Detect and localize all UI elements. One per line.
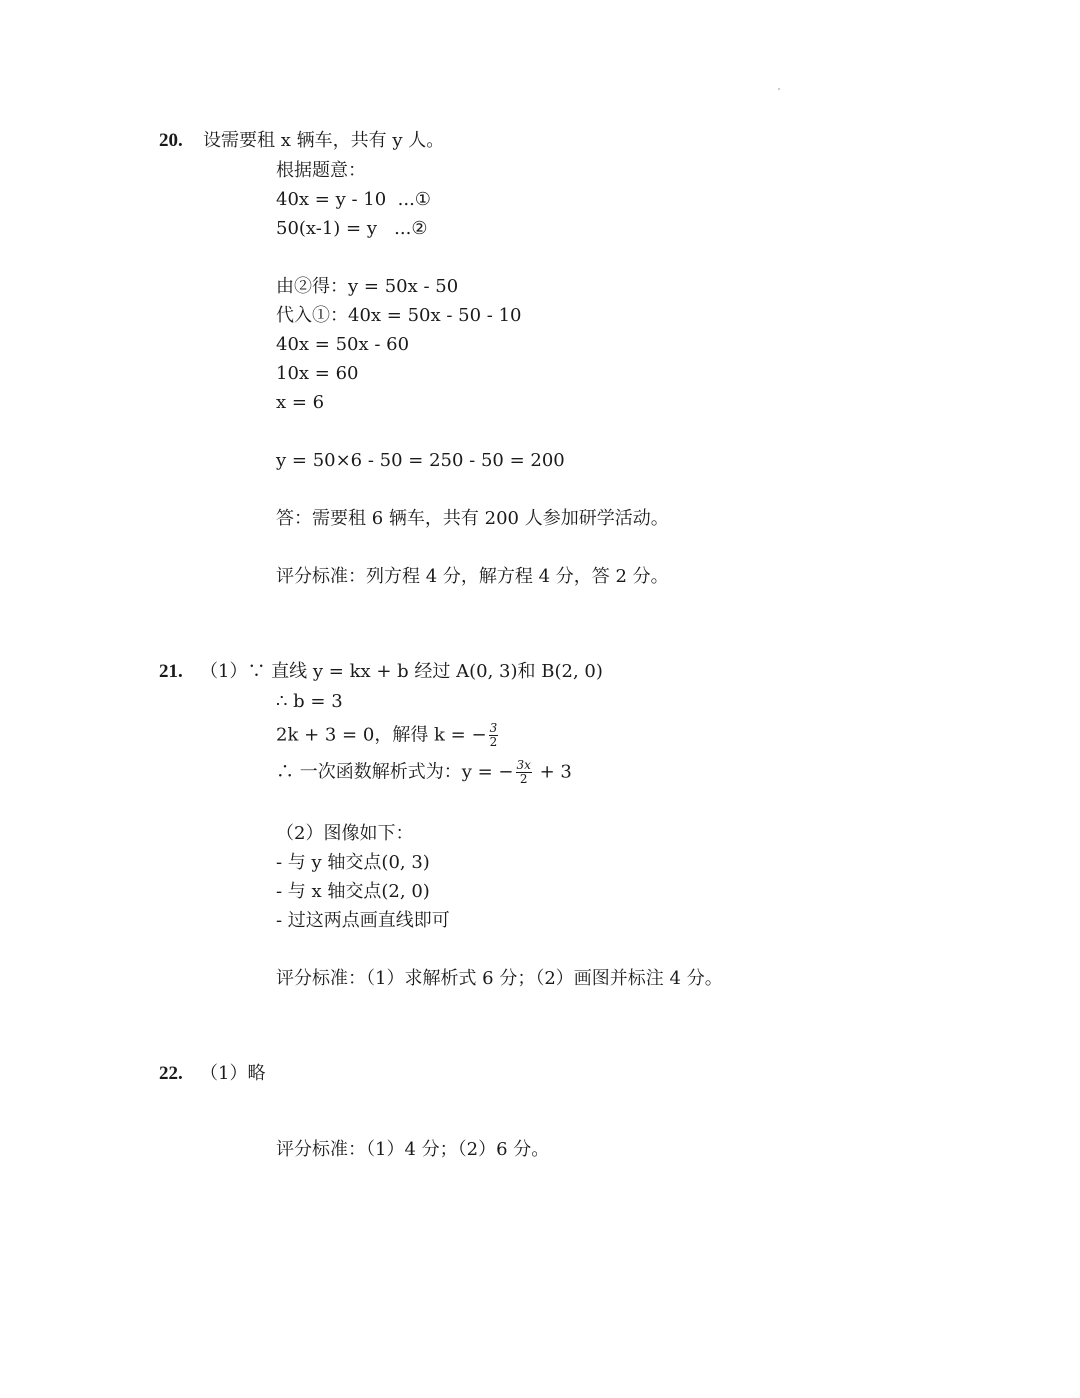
q21-k-value (276, 722, 500, 749)
q20-answer: 答：需要租 6 辆车，共有 200 人参加研学活动。 (276, 508, 669, 529)
q20-equation-2: 50(x-1) = y ...② (276, 218, 428, 239)
q21-part2-item: - 与 y 轴交点(0, 3) (276, 852, 430, 873)
fraction-k (489, 722, 499, 749)
question-20-number: 20. (159, 130, 183, 151)
fraction-denominator: 2 (519, 772, 528, 786)
question-22-intro: （1）略 (200, 1063, 266, 1084)
q21-k-text: 2k + 3 = 0，解得 k = − (276, 724, 487, 746)
q20-y-value: y = 50×6 - 50 = 250 - 50 = 200 (276, 450, 565, 471)
question-21-number: 21. (159, 661, 183, 682)
q20-step-5: x = 6 (276, 392, 325, 413)
q21-b-value: ∴ b = 3 (276, 691, 343, 712)
q21-part2-item: - 与 x 轴交点(2, 0) (276, 881, 430, 902)
q21-scoring: 评分标准：（1）求解析式 6 分；（2）画图并标注 4 分。 (276, 968, 723, 989)
fraction-numerator: 3 (489, 721, 498, 735)
fraction-slope (516, 759, 532, 786)
q20-step-4: 10x = 60 (276, 363, 359, 384)
q20-scoring: 评分标准：列方程 4 分，解方程 4 分，答 2 分。 (276, 566, 669, 587)
question-22-number: 22. (159, 1063, 183, 1084)
q20-equation-1: 40x = y - 10 ...① (276, 189, 431, 210)
q20-step-1: 由②得：y = 50x - 50 (276, 276, 459, 297)
fraction-denominator: 2 (489, 735, 498, 749)
q20-step-2: 代入①：40x = 50x - 50 - 10 (276, 305, 522, 326)
q21-part2-item: - 过这两点画直线即可 (276, 910, 450, 931)
q21-function (276, 759, 572, 786)
q20-line-1: 根据题意： (276, 160, 366, 181)
q21-function-text: ∴ 一次函数解析式为：y = − (276, 761, 514, 783)
q21-part2-heading: （2）图像如下： (276, 823, 414, 844)
fraction-numerator: 3x (516, 758, 531, 772)
scan-speck (778, 88, 780, 90)
question-21-intro: （1）∵ 直线 y = kx + b 经过 A(0, 3)和 B(2, 0) (200, 661, 603, 682)
q20-step-3: 40x = 50x - 60 (276, 334, 410, 355)
q21-function-suffix: + 3 (533, 761, 572, 783)
q22-scoring: 评分标准：（1）4 分；（2）6 分。 (276, 1139, 550, 1160)
question-20-intro: 设需要租 x 辆车，共有 y 人。 (203, 130, 445, 151)
